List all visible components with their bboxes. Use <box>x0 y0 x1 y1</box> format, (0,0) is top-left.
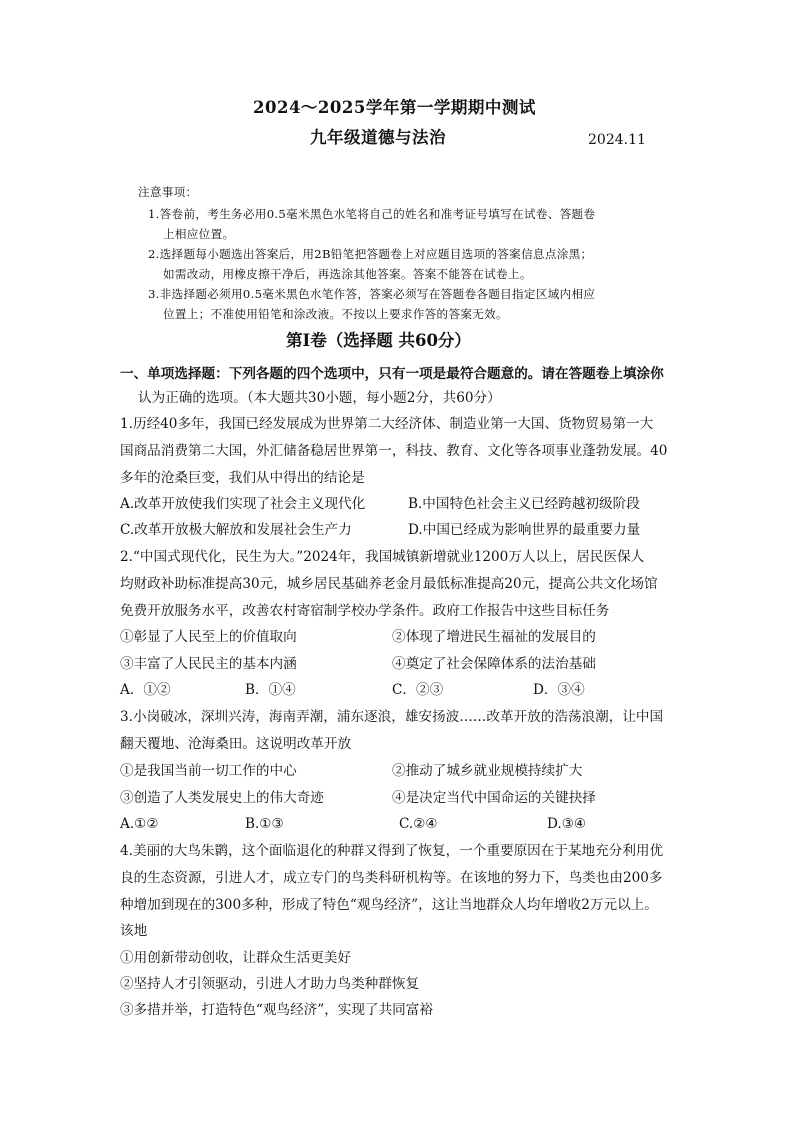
note-line: 3.非选择题必须用0.5毫米黑色水笔作答，答案必须写在答题卷各题目指定区域内相应 <box>148 287 596 301</box>
question-2-text: 2.“中国式现代化，民生为大。”2024年，我国城镇新增就业1200万人以上，居民医保人 <box>120 549 645 565</box>
question-2-option-b: B．①④ <box>245 682 296 698</box>
notes-heading: 注意事项： <box>138 185 198 199</box>
question-1-option-c: C.改革开放极大解放和发展社会生产力 <box>120 522 352 538</box>
question-3-option-b: B.①③ <box>245 816 284 832</box>
note-line: 1.答卷前，考生务必用0.5毫米黑色水笔将自己的姓名和准考证号填写在试卷、答题卷 <box>148 207 596 221</box>
question-3-option-d: D.③④ <box>547 816 587 832</box>
question-1-option-b: B.中国特色社会主义已经跨越初级阶段 <box>408 496 640 512</box>
question-4-text: 种增加到现在的300多种，形成了特色“观鸟经济”，这让当地群众人均年增收2万元以上。 <box>120 897 658 913</box>
question-3-text: 翻天覆地、沧海桑田。这说明改革开放 <box>120 736 352 752</box>
section-title: 第Ⅰ卷（选择题 共60分） <box>286 331 471 350</box>
question-1-option-a: A.改革开放使我们实现了社会主义现代化 <box>120 496 366 512</box>
question-3-statement: ④是决定当代中国命运的关键抉择 <box>392 790 596 806</box>
section-instruction: 认为正确的选项。（本大题共30小题，每小题2分，共60分） <box>138 390 501 406</box>
exam-subject: 九年级道德与法治 <box>310 128 446 147</box>
question-2-option-c: C．②③ <box>392 682 444 698</box>
question-4-text: 该地 <box>120 923 148 939</box>
question-3-statement: ②推动了城乡就业规模持续扩大 <box>392 763 583 779</box>
question-4-text: 4.美丽的大鸟朱鹮，这个面临退化的种群又得到了恢复，一个重要原因在于某地充分利用优 <box>120 843 664 859</box>
question-3-option-c: C.②④ <box>399 816 438 832</box>
question-1-option-d: D.中国已经成为影响世界的最重要力量 <box>408 522 641 538</box>
question-2-statement: ③丰富了人民民主的基本内涵 <box>120 656 297 672</box>
section-instruction: 一、单项选择题：下列各题的四个选项中，只有一项是最符合题意的。请在答题卷上填涂你 <box>120 366 664 382</box>
question-2-statement: ④奠定了社会保障体系的法治基础 <box>392 656 596 672</box>
question-3-option-a: A.①② <box>120 816 159 832</box>
question-3-statement: ③创造了人类发展史上的伟大奇迹 <box>120 790 324 806</box>
question-4-statement: ③多措并举，打造特色“观鸟经济”，实现了共同富裕 <box>120 1002 433 1018</box>
question-2-statement: ②体现了增进民生福祉的发展目的 <box>392 629 596 645</box>
note-line: 2.选择题每小题选出答案后，用2B铅笔把答题卷上对应题目选项的答案信息点涂黑； <box>148 247 593 261</box>
note-line: 位置上；不准使用铅笔和涂改液。不按以上要求作答的答案无效。 <box>163 307 508 321</box>
question-1-text: 1.历经40多年，我国已经发展成为世界第二大经济体、制造业第一大国、货物贸易第一大 <box>120 416 654 432</box>
question-1-text: 国商品消费第二大国，外汇储备稳居世界第一，科技、教育、文化等各项事业蓬勃发展。40 <box>120 443 668 459</box>
exam-title: 2024～2025学年第一学期期中测试 <box>253 98 536 117</box>
question-3-statement: ①是我国当前一切工作的中心 <box>120 763 297 779</box>
note-line: 如需改动，用橡皮擦干净后，再选涂其他答案。答案不能答在试卷上。 <box>163 267 532 281</box>
question-2-statement: ①彰显了人民至上的价值取向 <box>120 629 297 645</box>
question-1-text: 多年的沧桑巨变，我们从中得出的结论是 <box>120 470 365 486</box>
exam-date: 2024.11 <box>588 132 646 148</box>
note-line: 上相应位置。 <box>163 227 235 241</box>
question-2-text: 免费开放服务水平，改善农村寄宿制学校办学条件。政府工作报告中这些目标任务 <box>120 603 610 619</box>
question-2-option-a: A．①② <box>120 682 171 698</box>
question-3-text: 3.小岗破冰，深圳兴涛，海南弄潮，浦东逐浪，雄安扬波……改革开放的浩荡浪潮，让中国 <box>120 709 664 725</box>
question-4-text: 良的生态资源，引进人才，成立专门的鸟类科研机构等。在该地的努力下，鸟类也由200多 <box>120 870 663 886</box>
question-4-statement: ②坚持人才引领驱动，引进人才助力鸟类种群恢复 <box>120 976 420 992</box>
question-4-statement: ①用创新带动创收，让群众生活更美好 <box>120 950 352 966</box>
question-2-text: 均财政补助标准提高30元，城乡居民基础养老金月最低标准提高20元，提高公共文化场馆 <box>120 576 658 592</box>
question-2-option-d: D．③④ <box>533 682 585 698</box>
